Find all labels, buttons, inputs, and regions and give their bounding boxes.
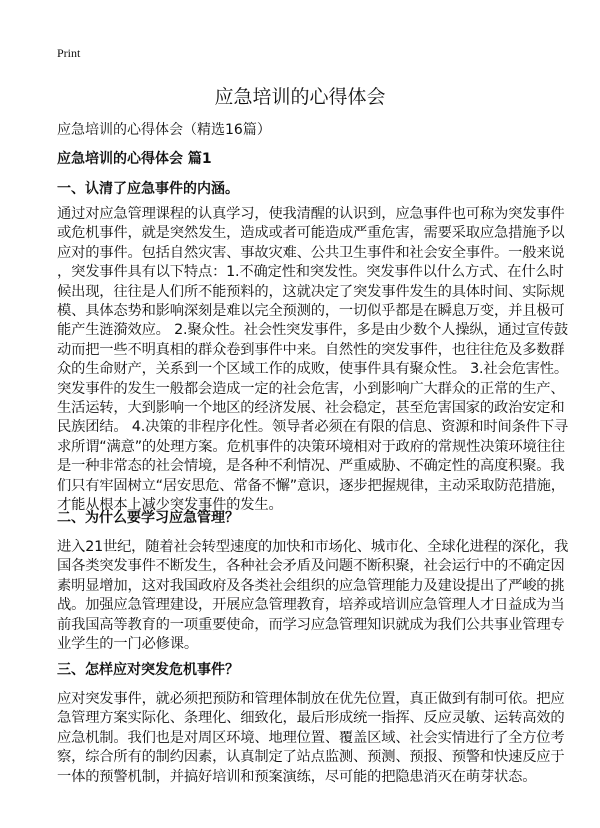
paragraph-line: 通过对应急管理课程的认真学习，使我清醒的认识到，应急事件也可称为突发事件: [57, 206, 565, 222]
paragraph-line: 候出现，往往是人们所不能预料的，这就决定了突发事件发生的具体时间、实际规: [57, 283, 565, 300]
paragraph-line: 或危机事件，就是突然发生，造成或者可能造成严重危害，需要采取应急措施予以: [57, 225, 565, 242]
paragraph-line: 才能从根本上减少突发事件的发生。: [57, 497, 283, 514]
paragraph-line: 察，综合所有的制约因素，认真制定了站点监测、预测、预报、预警和快速反应于: [57, 749, 565, 766]
paragraph-line: 战。加强应急管理建设，开展应急管理教育，培养或培训应急管理人才日益成为当: [57, 597, 565, 614]
section-heading: 一、认清了应急事件的内涵。: [57, 181, 239, 197]
section-paragraph: [57, 690, 565, 787]
paragraph-line: 业学生的一门必修课。: [57, 636, 198, 653]
paragraph-line: 国各类突发事件不断发生，各种社会矛盾及问题不断积聚，社会运行中的不确定因: [57, 558, 565, 575]
paragraph-line: 急管理方案实际化、条理化、细致化，最后形成统一指挥、反应灵敏、运转高效的: [57, 710, 565, 727]
paragraph-line: 前我国高等教育的一项重要使命，而学习应急管理知识就成为我们公共事业管理专: [57, 616, 565, 633]
paragraph-line: 进入21世纪，随着社会转型速度的加快和市场化、城市化、全球化进程的深化，我: [57, 539, 569, 555]
paragraph-line: 众的生命财产，关系到一个区域工作的成败，使事件具有聚众性。 3.社会危害性。: [57, 361, 568, 378]
section-heading: 二、为什么要学习应急管理？: [57, 510, 239, 526]
section-paragraph: [57, 205, 568, 516]
paragraph-line: 应对突发事件，就必须把预防和管理体制放在优先位置，真正做到有制可依。把应: [57, 691, 565, 707]
paragraph-line: 求所谓“满意”的处理方案。危机事件的决策环境相对于政府的常规性决策环境往往: [57, 438, 565, 455]
paragraph-line: 突发事件的发生一般都会造成一定的社会危害，小到影响广大群众的正常的生产、: [57, 380, 565, 397]
paragraph-line: 民族团结。 4.决策的非程序化性。领导者必须在有限的信息、资源和时间条件下寻: [57, 419, 568, 436]
paragraph-line: 素明显增加，这对我国政府及各类社会组织的应急管理能力及建设提出了严峻的挑: [57, 577, 565, 594]
paragraph-line: ，突发事件具有以下特点：1.不确定性和突发性。突发事件以什么方式、在什么时: [57, 264, 564, 281]
paragraph-line: 们只有牢固树立“居安思危、常备不懈”意识，逐步把握规律，主动采取防范措施，: [57, 477, 565, 494]
paragraph-line: 一体的预警机制，并搞好培训和预案演练，尽可能的把隐患消灭在萌芽状态。: [57, 768, 537, 785]
paragraph-line: 应对的事件。包括自然灾害、事故灾难、公共卫生事件和社会安全事件。一般来说: [57, 244, 565, 261]
document-subtitle: 应急培训的心得体会（精选16篇）: [57, 122, 271, 138]
paragraph-line: 生活运转，大到影响一个地区的经济发展、社会稳定，甚至危害国家的政治安定和: [57, 400, 565, 417]
paragraph-line: 能产生涟漪效应。 2.聚众性。社会性突发事件，多是由少数个人操纵，通过宣传鼓: [57, 322, 568, 339]
document-title: 应急培训的心得体会: [214, 86, 386, 108]
paragraph-line: 动而把一些不明真相的群众卷到事件中来。自然性的突发事件，也往往危及多数群: [57, 341, 565, 358]
section-paragraph: [57, 538, 569, 654]
print-link[interactable]: Print: [57, 46, 81, 60]
part-heading: 应急培训的心得体会 篇1: [57, 151, 212, 167]
paragraph-line: 应急机制。我们也是对周区环境、地理位置、覆盖区域、社会实情进行了全方位考: [57, 729, 565, 746]
section-heading: 三、怎样应对突发危机事件？: [57, 662, 239, 678]
paragraph-line: 是一种非常态的社会情境，是各种不利情况、严重威胁、不确定性的高度积聚。我: [57, 458, 565, 475]
paragraph-line: 模、具体态势和影响深刻是难以完全预测的，一切似乎都是在瞬息万变，并且极可: [57, 303, 565, 320]
